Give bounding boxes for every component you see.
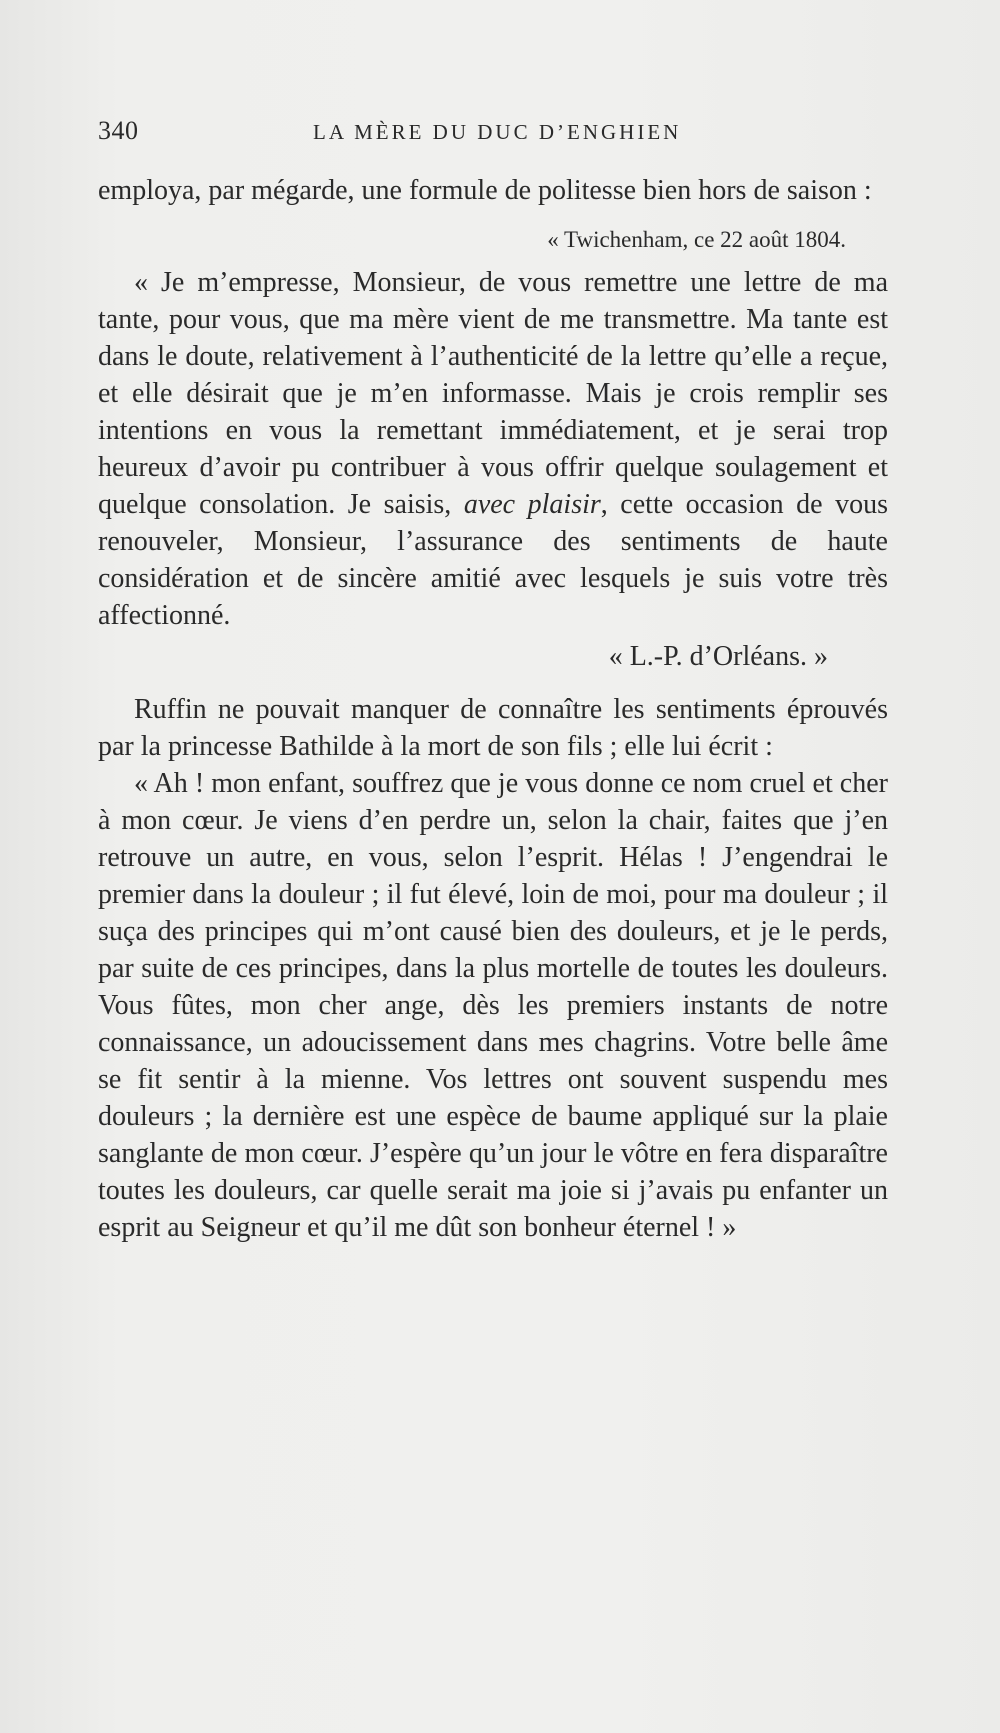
letter-dateline: « Twichenham, ce 22 août 1804. [547,227,846,252]
letter-orleans-paragraph [98,264,888,634]
letter-signature: « L.-P. d’Orléans. » [608,641,828,672]
letter-orleans-text-end: , cette occasion de vous renouveler, Monsieur, l’assurance des sentiments de haute considération et de sincère amitié avec lesquels je suis votre très affectionné. [98,489,889,631]
running-title: LA MÈRE DU DUC D’ENGHIEN [313,120,682,144]
page-header [98,116,882,152]
page-body [98,172,888,1246]
letter-bathilde-paragraph: « Ah ! mon enfant, souffrez que je vous donne ce nom cruel et cher à mon cœur. Je viens d’en perdre un, selon la chair, faites que j’en retrouve un autre, en vous, selon l’esprit. Hélas ! J’engendrai le premier dans la douleur ; il fut élevé, loin de moi, pour ma douleur ; il suça des principes qui m’ont causé bien des douleurs, et je le perds, par suite de ces principes, dans la plus mortelle de toutes les douleurs. Vous fûtes, mon cher ange, dès les premiers instants de notre connaissance, un adoucissement dans mes chagrins. Votre belle âme se fit sentir à la mienne. Vos lettres ont souvent suspendu mes douleurs ; la dernière est une espèce de baume appliqué sur la plaie sanglante de mon cœur. J’espère qu’un jour le vôtre en fera disparaître toutes les douleurs, car quelle serait ma joie si j’avais pu enfanter un esprit au Seigneur et qu’il me dût son bonheur éternel ! » [98,768,888,1243]
narration-paragraph: Ruffin ne pouvait manquer de connaître les sentiments éprouvés par la princesse Bathilde à la mort de son fils ; elle lui écrit : [98,694,888,762]
letter-orleans-text-start: « Je m’empresse, Monsieur, de vous remettre une lettre de ma tante, pour vous, que ma mère vient de me transmettre. Ma tante est dans le doute, relativement à l’authenticité de la lettre qu’elle a reçue, et elle désirait que je m’en informasse. Mais je crois remplir ses intentions en vous la remettant immédiatement, et je serai trop heureux d’avoir pu contribuer à vous offrir quelque soulagement et quelque consolation. Je saisis, [98,267,888,520]
letter-orleans-italic-phrase: avec plaisir [463,489,601,520]
page-number: 340 [98,116,139,145]
intro-paragraph: employa, par mégarde, une formule de politesse bien hors de saison : [98,175,872,206]
